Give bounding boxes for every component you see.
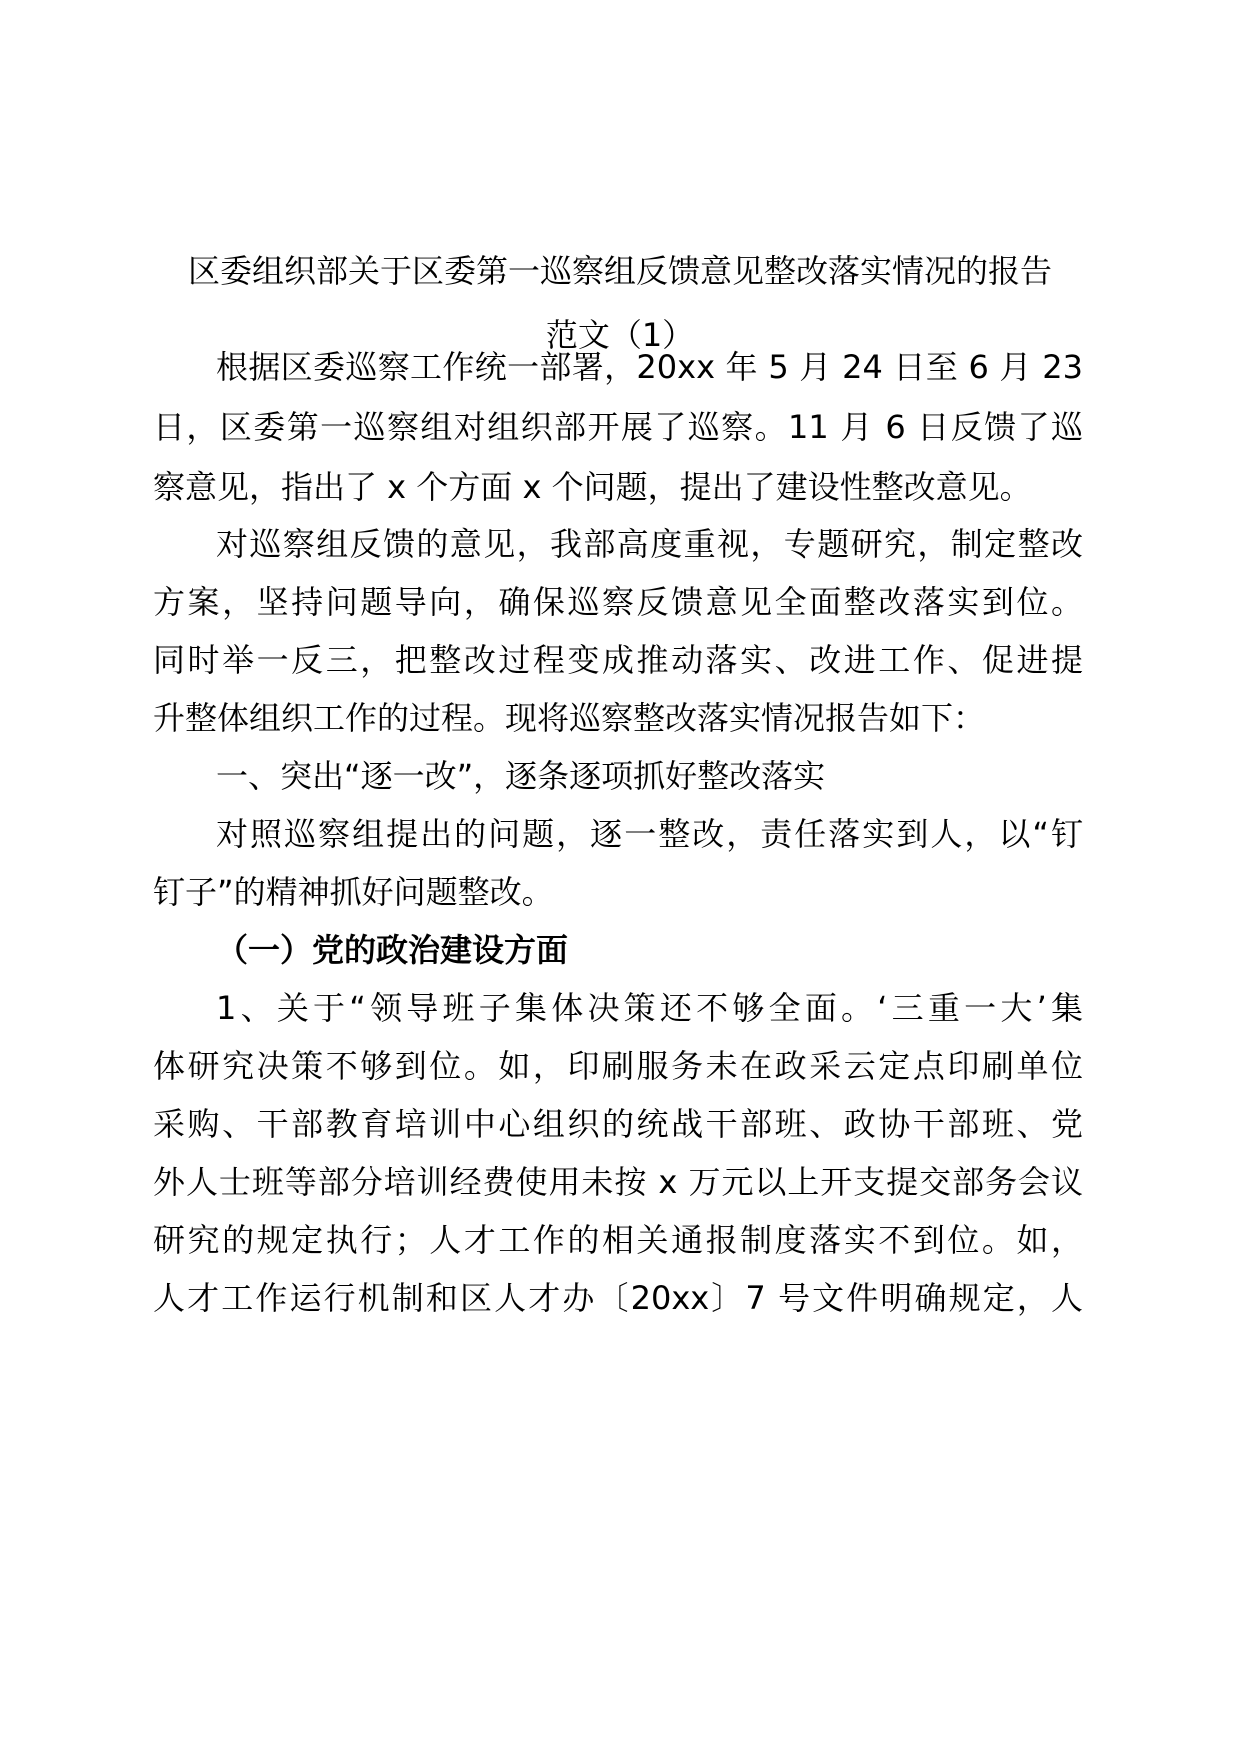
item-1-line-2: 体研究决策不够到位。如，印刷服务未在政采云定点印刷单位 [153,1047,1083,1085]
item-1-line-4: 外人士班等部分培训经费使用未按 x 万元以上开支提交部务会议 [153,1163,1083,1201]
document-title-line-1: 区委组织部关于区委第一巡察组反馈意见整改落实情况的报告 [187,252,1052,290]
paragraph-3-line-1: 对照巡察组提出的问题，逐一整改，责任落实到人，以“钉 [216,815,1083,853]
paragraph-2-line-4: 升整体组织工作的过程。现将巡察整改落实情况报告如下： [153,699,986,737]
item-1-line-5: 研究的规定执行；人才工作的相关通报制度落实不到位。如， [153,1221,1083,1259]
item-1-line-6: 人才工作运行机制和区人才办〔20xx〕7 号文件明确规定，人 [153,1279,1083,1317]
subsection-heading-1: （一）党的政治建设方面 [216,931,569,969]
paragraph-1-line-2: 日，区委第一巡察组对组织部开展了巡察。11 月 6 日反馈了巡 [153,408,1083,446]
paragraph-1-line-1: 根据区委巡察工作统一部署，20xx 年 5 月 24 日至 6 月 23 [216,348,1083,386]
section-heading-1: 一、突出“逐一改”，逐条逐项抓好整改落实 [216,757,826,795]
paragraph-2-line-3: 同时举一反三，把整改过程变成推动落实、改进工作、促进提 [153,641,1083,679]
paragraph-2-line-1: 对巡察组反馈的意见，我部高度重视，专题研究，制定整改 [216,525,1083,563]
paragraph-2-line-2: 方案，坚持问题导向，确保巡察反馈意见全面整改落实到位。 [153,583,1083,621]
document-title-line-2: 范文（1） [545,316,695,354]
item-1-line-1: 1、关于“领导班子集体决策还不够全面。‘三重一大’集 [216,989,1083,1027]
item-1-line-3: 采购、干部教育培训中心组织的统战干部班、政协干部班、党 [153,1105,1083,1143]
paragraph-1-line-3: 察意见，指出了 x 个方面 x 个问题，提出了建设性整改意见。 [153,468,1032,506]
paragraph-3-line-2: 钉子”的精神抓好问题整改。 [153,873,554,911]
